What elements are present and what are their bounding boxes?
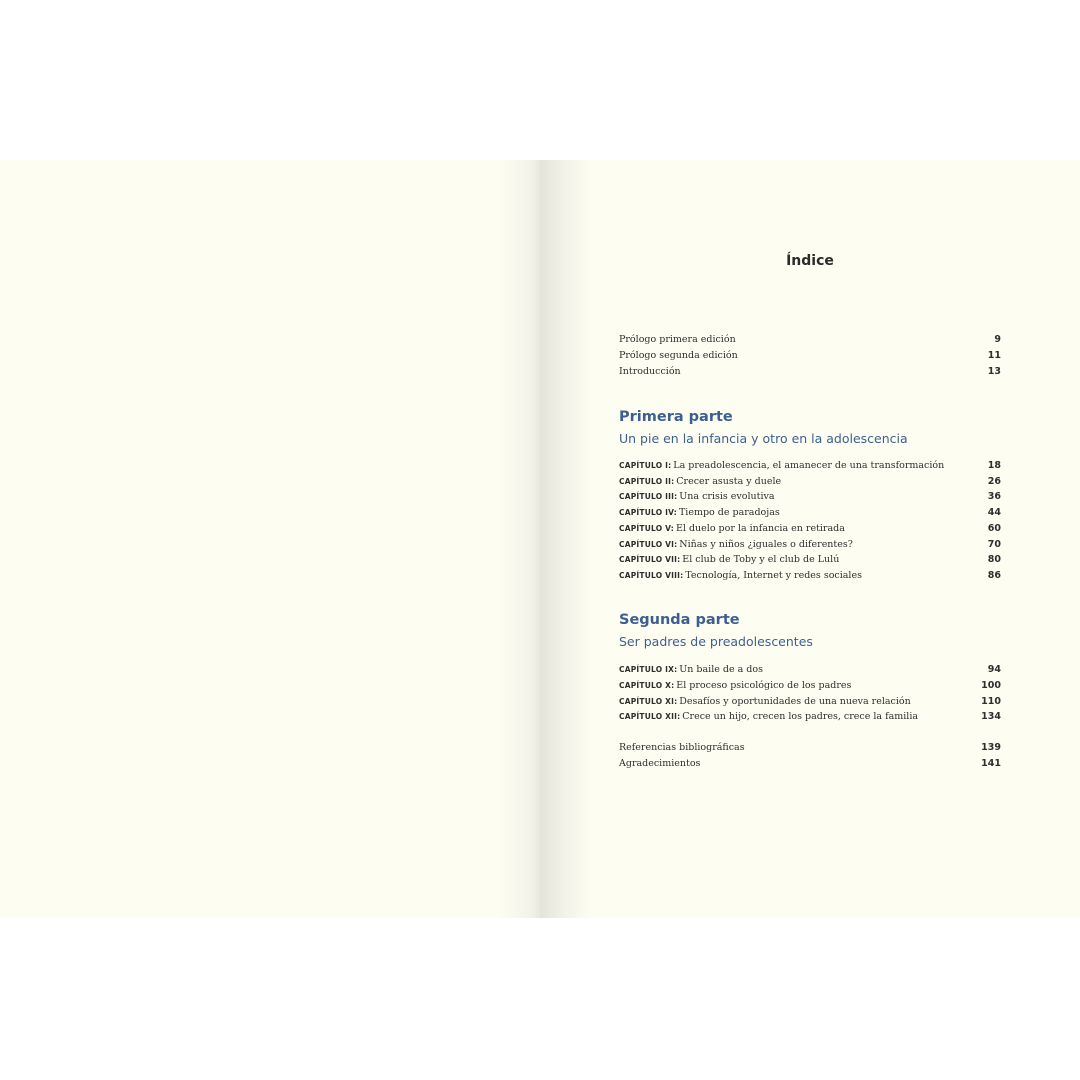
chapter-title: Una crisis evolutiva (679, 491, 775, 502)
toc-entry (619, 757, 1001, 771)
toc-chapter-entry (619, 569, 1001, 583)
entry-page: 141 (981, 758, 1001, 769)
chapter-title: Niñas y niños ¿iguales o diferentes? (679, 539, 853, 550)
toc-chapter-entry (619, 522, 1001, 536)
entry-page: 86 (987, 570, 1001, 581)
gutter-shadow-left (498, 160, 542, 918)
toc-chapter-entry (619, 475, 1001, 489)
entry-page: 70 (987, 539, 1001, 550)
toc-chapter-entry (619, 459, 1001, 473)
toc-chapter-entry (619, 710, 1001, 724)
chapter-prefix: CAPÍTULO IV: (619, 508, 677, 517)
entry-page: 9 (994, 334, 1001, 345)
toc-chapter-entry (619, 679, 1001, 693)
chapter-prefix: CAPÍTULO VI: (619, 540, 678, 549)
chapter-prefix: CAPÍTULO III: (619, 492, 678, 501)
chapter-title: Crecer asusta y duele (676, 476, 782, 487)
entry-page: 139 (981, 742, 1001, 753)
chapter-prefix: CAPÍTULO XII: (619, 712, 681, 721)
chapter-prefix: CAPÍTULO I: (619, 461, 672, 470)
right-page (540, 160, 1080, 918)
chapter-prefix: CAPÍTULO VII: (619, 555, 681, 564)
entry-page: 26 (987, 476, 1001, 487)
chapter-title: Tiempo de paradojas (678, 507, 780, 518)
chapter-prefix: CAPÍTULO VIII: (619, 571, 684, 580)
chapter-title: El duelo por la infancia en retirada (675, 523, 845, 534)
toc-chapter-entry (619, 538, 1001, 552)
toc-chapter-entry (619, 553, 1001, 567)
toc-entry (619, 365, 1001, 379)
toc-chapter-entry (619, 506, 1001, 520)
chapter-title: El proceso psicológico de los padres (676, 680, 852, 691)
entry-page: 11 (987, 350, 1001, 361)
chapter-title: Tecnología, Internet y redes sociales (685, 570, 862, 581)
chapter-prefix: CAPÍTULO V: (619, 524, 674, 533)
toc-entry (619, 333, 1001, 347)
entry-label: Referencias bibliográficas (619, 742, 745, 753)
chapter-title: Crece un hijo, crecen los padres, crece la familia (682, 711, 919, 722)
left-page (0, 160, 542, 918)
part-subtitle: Ser padres de preadolescentes (619, 634, 813, 649)
chapter-prefix: CAPÍTULO IX: (619, 665, 678, 674)
part-subtitle: Un pie en la infancia y otro en la adolescencia (619, 431, 908, 446)
toc-chapter-entry (619, 695, 1001, 709)
entry-label: Introducción (619, 366, 681, 377)
entry-page: 80 (987, 554, 1001, 565)
entry-page: 36 (987, 491, 1001, 502)
chapter-title: Desafíos y oportunidades de una nueva relación (679, 696, 911, 707)
toc-chapter-entry (619, 663, 1001, 677)
entry-page: 94 (987, 664, 1001, 675)
entry-page: 134 (981, 711, 1001, 722)
book-spread (0, 160, 1080, 918)
toc-entry (619, 349, 1001, 363)
chapter-prefix: CAPÍTULO X: (619, 681, 675, 690)
gutter-shadow-right (540, 160, 592, 918)
entry-page: 44 (987, 507, 1001, 518)
toc-entry (619, 741, 1001, 755)
chapter-prefix: CAPÍTULO II: (619, 477, 675, 486)
toc-chapter-entry (619, 490, 1001, 504)
entry-page: 13 (987, 366, 1001, 377)
entry-label: Prólogo segunda edición (619, 350, 738, 361)
chapter-title: La preadolescencia, el amanecer de una transformación (673, 460, 945, 471)
part-title: Segunda parte (619, 612, 740, 628)
chapter-title: El club de Toby y el club de Lulú (682, 554, 840, 565)
entry-page: 100 (981, 680, 1001, 691)
index-title: Índice (786, 253, 834, 269)
part-title: Primera parte (619, 409, 733, 425)
entry-label: Prólogo primera edición (619, 334, 736, 345)
chapter-prefix: CAPÍTULO XI: (619, 697, 678, 706)
entry-page: 60 (987, 523, 1001, 534)
entry-label: Agradecimientos (619, 758, 701, 769)
chapter-title: Un baile de a dos (679, 664, 763, 675)
entry-page: 110 (981, 696, 1001, 707)
entry-page: 18 (987, 460, 1001, 471)
